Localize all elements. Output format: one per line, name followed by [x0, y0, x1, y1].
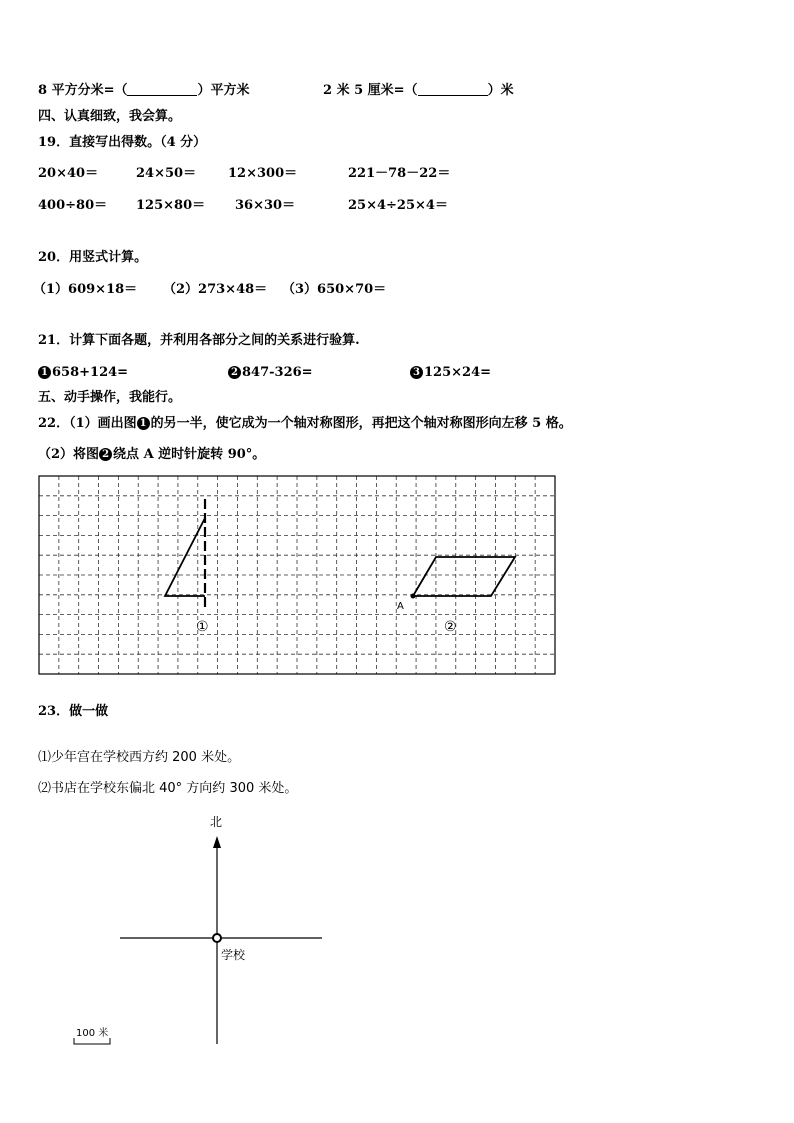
school-point — [213, 934, 221, 942]
answer-blank-2[interactable] — [418, 83, 488, 96]
q21-expr-2: 847-326= — [242, 365, 313, 380]
q22-line2-suffix: 绕点 A 逆时针旋转 90°。 — [113, 447, 266, 462]
circled-number-2: 2 — [99, 448, 112, 461]
circled-number-1: 1 — [137, 417, 150, 430]
q20-title: 20．用竖式计算。 — [38, 250, 148, 265]
q23-item-1: ⑴少年宫在学校西方约 200 米处。 — [38, 750, 241, 765]
circled-number-1: 1 — [38, 366, 51, 379]
circled-number-2: 2 — [228, 366, 241, 379]
q21-title: 21．计算下面各题，并利用各部分之间的关系进行验算. — [38, 333, 360, 348]
grid-figure[interactable] — [38, 475, 556, 675]
q20-item-3: （3）650×70＝ — [282, 282, 387, 297]
conversion-right — [323, 83, 514, 99]
point-a-label: A — [397, 601, 404, 612]
circled-number-3: 3 — [410, 366, 423, 379]
section4-title: 四、认真细致，我会算。 — [38, 109, 182, 124]
figure-1-triangle — [165, 518, 205, 596]
point-a — [411, 594, 416, 599]
q21-expr-3: 125×24= — [424, 365, 492, 380]
q19-r1-c1: 20×40＝ — [38, 166, 99, 181]
school-label: 学校 — [221, 948, 246, 962]
grid-lines — [39, 476, 555, 674]
scale-label: 100 米 — [76, 1028, 109, 1039]
q22-line2-prefix: （2）将图 — [38, 447, 100, 462]
q22-line1-prefix: 22．（1）画出图 — [38, 416, 137, 431]
q22-line1-suffix: 的另一半，使它成为一个轴对称图形，再把这个轴对称图形向左移 5 格。 — [150, 416, 572, 431]
q22-line2 — [38, 447, 265, 463]
q19-r2-c4: 25×4÷25×4＝ — [348, 198, 448, 213]
q21-item-2 — [228, 365, 313, 381]
q19-r1-c2: 24×50＝ — [136, 166, 197, 181]
conversion-left-suffix: ）平方米 — [197, 83, 250, 98]
q23-item-2: ⑵书店在学校东偏北 40° 方向约 300 米处。 — [38, 781, 298, 796]
conversion-left — [38, 83, 249, 99]
answer-blank-1[interactable] — [127, 83, 197, 96]
q19-r2-c2: 125×80＝ — [136, 198, 206, 213]
conversion-right-suffix: ）米 — [487, 83, 514, 98]
figure-2-parallelogram — [413, 557, 515, 596]
q19-r2-c1: 400÷80＝ — [38, 198, 108, 213]
q19-r2-c3: 36×30＝ — [235, 198, 296, 213]
north-arrow-icon — [213, 836, 221, 848]
direction-map[interactable] — [60, 808, 340, 1053]
q21-expr-1: 658+124= — [52, 365, 129, 380]
q19-r1-c3: 12×300＝ — [228, 166, 298, 181]
q21-item-3 — [410, 365, 491, 381]
conversion-left-prefix: 8 平方分米=（ — [38, 83, 128, 98]
q21-item-1 — [38, 365, 128, 381]
q19-title: 19．直接写出得数。（4 分） — [38, 135, 207, 150]
north-label: 北 — [210, 815, 223, 829]
q19-r1-c4: 221－78－22＝ — [348, 166, 451, 181]
q23-title: 23．做一做 — [38, 704, 109, 719]
section5-title: 五、动手操作，我能行。 — [38, 390, 182, 405]
q20-item-1: （1）609×18＝ — [33, 282, 138, 297]
q20-item-2: （2）273×48＝ — [163, 282, 268, 297]
conversion-right-prefix: 2 米 5 厘米=（ — [323, 83, 418, 98]
q22-line1 — [38, 416, 572, 432]
figure-1-label: ① — [196, 619, 209, 635]
figure-2-label: ② — [444, 619, 457, 635]
